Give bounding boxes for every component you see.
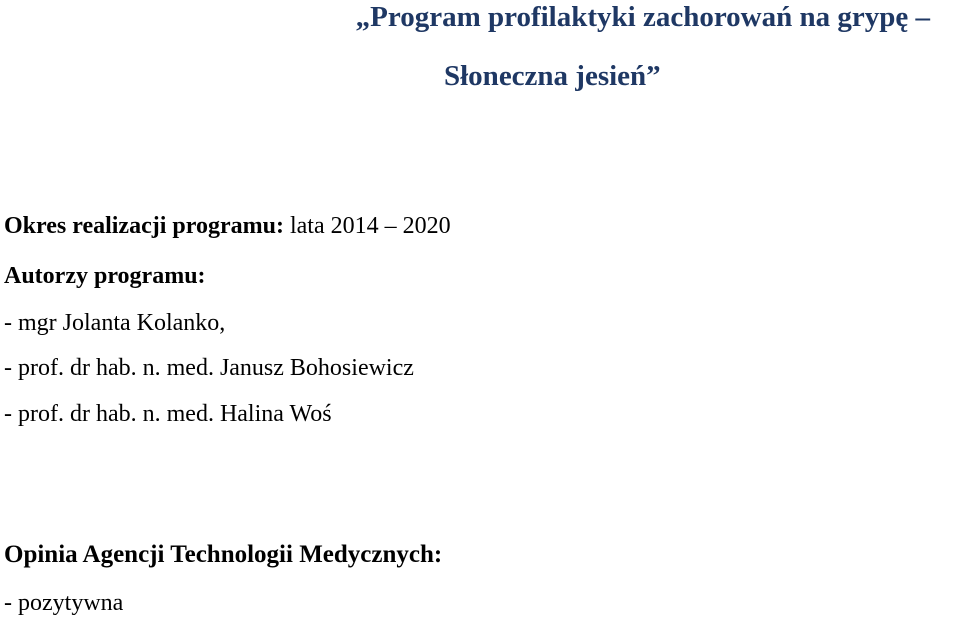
period-value: lata 2014 – 2020 [289, 213, 451, 239]
author-item: - mgr Jolanta Kolanko, [4, 310, 226, 336]
author-item: - prof. dr hab. n. med. Janusz Bohosiewicz [4, 355, 414, 381]
period-label: Okres realizacji programu: [4, 213, 284, 239]
document-title-line-2: Słoneczna jesień” [444, 60, 661, 92]
author-item: - prof. dr hab. n. med. Halina Woś [4, 401, 332, 427]
authors-label: Autorzy programu: [4, 263, 206, 289]
period-line [4, 212, 451, 240]
opinion-label: Opinia Agencji Technologii Medycznych: [4, 541, 443, 568]
document-title-line-1: „Program profilaktyki zachorowań na grypę – [355, 1, 930, 33]
opinion-value: - pozytywna [4, 590, 124, 616]
